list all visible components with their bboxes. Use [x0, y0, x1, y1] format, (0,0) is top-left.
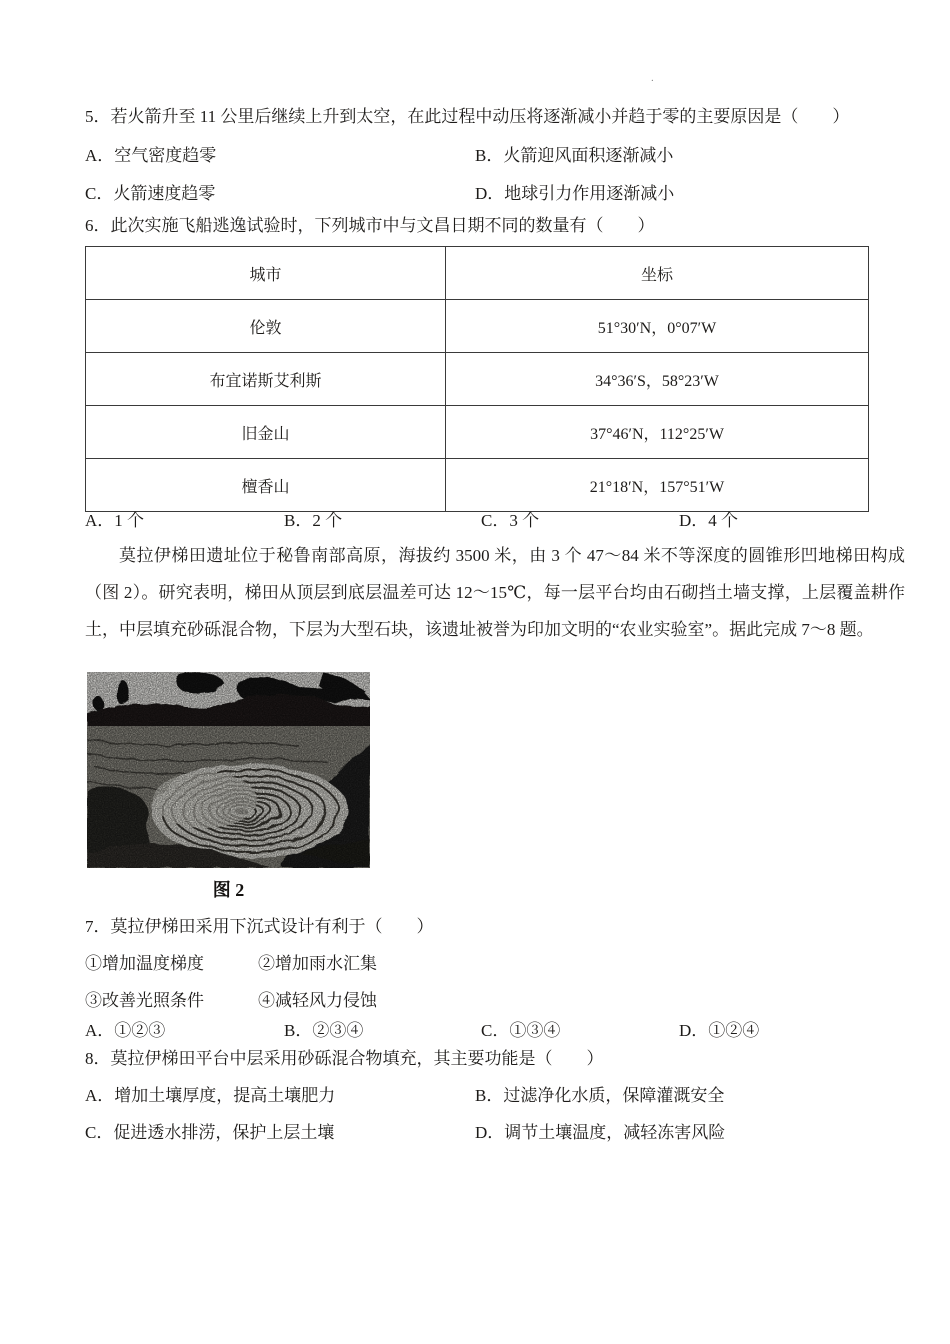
- table-row: [86, 406, 869, 459]
- table-header-row: [86, 247, 869, 300]
- q8-option-c: C．促进透水排涝，保护上层土壤: [85, 1123, 335, 1142]
- city-coordinates-table: [85, 246, 869, 512]
- table-header-coord: 坐标: [446, 247, 869, 300]
- q8-option-b: B．过滤净化水质，保障灌溉安全: [475, 1086, 725, 1105]
- coord-cell: 37°46′N，112°25′W: [446, 406, 869, 459]
- q8-option-a: A．增加土壤厚度，提高土壤肥力: [85, 1086, 336, 1105]
- question-7-stem: 7．莫拉伊梯田采用下沉式设计有利于（ ）: [85, 917, 434, 936]
- city-cell: 伦敦: [86, 300, 446, 353]
- q7-subitem-3: ③改善光照条件: [85, 991, 204, 1010]
- moray-terraces-photo: [87, 672, 370, 868]
- stray-mark: .: [651, 72, 654, 84]
- table-row: [86, 353, 869, 406]
- question-6-stem: 6．此次实施飞船逃逸试验时，下列城市中与文昌日期不同的数量有（ ）: [85, 216, 655, 235]
- q7-subitem-4: ④减轻风力侵蚀: [258, 991, 377, 1010]
- q5-option-d: D．地球引力作用逐渐减小: [475, 184, 675, 203]
- coord-cell: 51°30′N，0°07′W: [446, 300, 869, 353]
- q7-option-b: B．②③④: [284, 1021, 364, 1040]
- q6-option-c: C．3 个: [481, 511, 540, 530]
- q5-option-b: B．火箭迎风面积逐渐减小: [475, 146, 674, 165]
- q7-option-c: C．①③④: [481, 1021, 561, 1040]
- city-cell: 布宜诺斯艾利斯: [86, 353, 446, 406]
- city-cell: 檀香山: [86, 459, 446, 512]
- coord-cell: 34°36′S，58°23′W: [446, 353, 869, 406]
- q7-option-a: A．①②③: [85, 1021, 166, 1040]
- table-row: [86, 300, 869, 353]
- question-8-stem: 8．莫拉伊梯田平台中层采用砂砾混合物填充，其主要功能是（ ）: [85, 1049, 604, 1068]
- q6-option-b: B．2 个: [284, 511, 343, 530]
- q7-option-d: D．①②④: [679, 1021, 760, 1040]
- figure-2-caption: 图 2: [212, 880, 245, 900]
- table-header-city: 城市: [86, 247, 446, 300]
- q6-option-d: D．4 个: [679, 511, 739, 530]
- q8-option-d: D．调节土壤温度，减轻冻害风险: [475, 1123, 726, 1142]
- table-row: [86, 459, 869, 512]
- q5-option-c: C．火箭速度趋零: [85, 184, 216, 203]
- q6-option-a: A．1 个: [85, 511, 145, 530]
- moray-passage: 莫拉伊梯田遗址位于秘鲁南部高原，海拔约 3500 米，由 3 个 47～84 米不等深度的圆锥形凹地梯田构成（图 2）。研究表明，梯田从顶层到底层温差可达 12～15℃，每一层平台均由石砌挡土墙支撑，上层覆盖耕作土，中层填充砂砾混合物，下层为大型石块，该遗址被誉为印加文明的“农业实验室”。据此完成 7～8 题。: [85, 546, 905, 639]
- coord-cell: 21°18′N，157°51′W: [446, 459, 869, 512]
- q7-subitem-2: ②增加雨水汇集: [258, 954, 377, 973]
- q7-subitem-1: ①增加温度梯度: [85, 954, 204, 973]
- city-cell: 旧金山: [86, 406, 446, 459]
- question-5-stem: 5．若火箭升至 11 公里后继续上升到太空，在此过程中动压将逐渐减小并趋于零的主要原因是（ ）: [85, 107, 850, 126]
- q5-option-a: A．空气密度趋零: [85, 146, 217, 165]
